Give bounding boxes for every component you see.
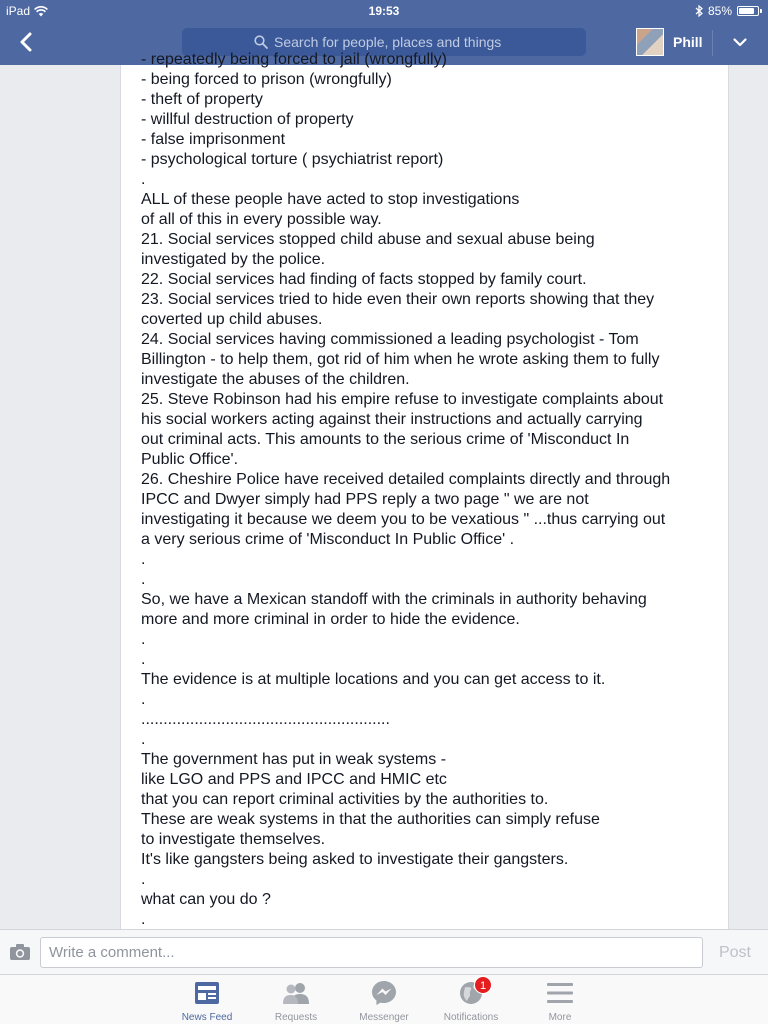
chevron-left-icon bbox=[19, 32, 33, 52]
post-line: . bbox=[141, 551, 146, 568]
post-text bbox=[141, 50, 716, 930]
post-line: It's like gangsters being asked to investigate their gangsters. bbox=[141, 851, 569, 868]
content-area[interactable] bbox=[0, 51, 768, 929]
post-button[interactable]: Post bbox=[712, 940, 758, 966]
post-line: So, we have a Mexican standoff with the criminals in authority behaving bbox=[141, 591, 647, 608]
post-line: like LGO and PPS and IPCC and HMIC etc bbox=[141, 771, 447, 788]
post-line: - willful destruction of property bbox=[141, 111, 354, 128]
comment-input[interactable] bbox=[40, 937, 703, 968]
post-line: investigating it because we deem you to be vexatious " ...thus carrying out bbox=[141, 511, 666, 528]
news-feed-icon bbox=[192, 979, 222, 1007]
post-line: - psychological torture ( psychiatrist report) bbox=[141, 151, 444, 168]
post-line: . bbox=[141, 571, 146, 588]
post-line: more and more criminal in order to hide the evidence. bbox=[141, 611, 520, 628]
post-line: 23. Social services tried to hide even their own reports showing that they bbox=[141, 291, 655, 308]
post-card bbox=[120, 51, 729, 929]
post-line: Public Office'. bbox=[141, 451, 239, 468]
post-line: 25. Steve Robinson had his empire refuse to investigate complaints about bbox=[141, 391, 664, 408]
tab-news-feed[interactable] bbox=[167, 979, 247, 1023]
tab-requests[interactable] bbox=[256, 979, 336, 1023]
camera-icon[interactable] bbox=[9, 943, 31, 961]
search-icon bbox=[254, 35, 268, 49]
post-line: that you can report criminal activities by the authorities to. bbox=[141, 791, 549, 808]
tab-more[interactable] bbox=[520, 979, 600, 1023]
post-line: what can you do ? bbox=[141, 891, 271, 908]
post-line: - theft of property bbox=[141, 91, 263, 108]
post-line: IPCC and Dwyer simply had PPS reply a two page " we are not bbox=[141, 491, 589, 508]
profile-name: Phill bbox=[673, 34, 703, 50]
post-line: out criminal acts. This amounts to the serious crime of 'Misconduct In bbox=[141, 431, 630, 448]
post-line: . bbox=[141, 651, 146, 668]
post-line: investigated by the police. bbox=[141, 251, 326, 268]
tab-label: More bbox=[548, 1012, 572, 1023]
post-line: to investigate themselves. bbox=[141, 831, 326, 848]
post-line: 26. Cheshire Police have received detailed complaints directly and through bbox=[141, 471, 671, 488]
post-line: . bbox=[141, 911, 146, 928]
search-input[interactable] bbox=[274, 34, 514, 50]
bluetooth-icon bbox=[695, 5, 703, 17]
friends-icon bbox=[281, 979, 311, 1007]
globe-icon bbox=[456, 979, 486, 1007]
notification-badge: 1 bbox=[474, 976, 492, 994]
battery-icon bbox=[737, 6, 759, 16]
post-line: of all of this in every possible way. bbox=[141, 211, 382, 228]
menu-button[interactable] bbox=[729, 32, 751, 52]
post-line: - repeatedly being forced to jail (wrongfully) bbox=[141, 51, 447, 68]
post-line: 22. Social services had finding of facts stopped by family court. bbox=[141, 271, 587, 288]
battery-percent: 85% bbox=[707, 4, 732, 18]
tab-notifications[interactable] bbox=[431, 979, 511, 1023]
post-line: ALL of these people have acted to stop investigations bbox=[141, 191, 520, 208]
menu-icon bbox=[545, 979, 575, 1007]
post-line: 24. Social services having commissioned a leading psychologist - Tom bbox=[141, 331, 639, 348]
post-line: . bbox=[141, 171, 146, 188]
tab-messenger[interactable] bbox=[344, 979, 424, 1023]
tab-label: Messenger bbox=[359, 1012, 409, 1023]
post-line: These are weak systems in that the authorities can simply refuse bbox=[141, 811, 600, 828]
post-line: coverted up child abuses. bbox=[141, 311, 323, 328]
post-line: The government has put in weak systems - bbox=[141, 751, 447, 768]
post-line: . bbox=[141, 631, 146, 648]
tab-label: News Feed bbox=[181, 1012, 233, 1023]
post-line: his social workers acting against their instructions and actually carrying bbox=[141, 411, 643, 428]
comment-bar bbox=[0, 929, 768, 974]
tab-label: Notifications bbox=[443, 1012, 499, 1023]
post-line: - false imprisonment bbox=[141, 131, 286, 148]
post-line: a very serious crime of 'Misconduct In Public Office' . bbox=[141, 531, 515, 548]
tab-bar bbox=[0, 974, 768, 1024]
status-right bbox=[695, 3, 762, 19]
post-line: 21. Social services stopped child abuse and sexual abuse being bbox=[141, 231, 595, 248]
tab-label: Requests bbox=[274, 1012, 318, 1023]
battery-tip bbox=[760, 9, 762, 13]
post-line: investigate the abuses of the children. bbox=[141, 371, 410, 388]
back-button[interactable] bbox=[14, 30, 38, 54]
post-line: . bbox=[141, 731, 146, 748]
post-line: The evidence is at multiple locations and you can get access to it. bbox=[141, 671, 606, 688]
post-line: . bbox=[141, 691, 146, 708]
post-line: . bbox=[141, 871, 146, 888]
battery-fill bbox=[739, 8, 754, 14]
chevron-down-icon bbox=[733, 38, 747, 47]
device-label: iPad bbox=[6, 4, 31, 18]
messenger-icon bbox=[369, 979, 399, 1007]
post-line: - being forced to prison (wrongfully) bbox=[141, 71, 392, 88]
post-line: Billington - to help them, got rid of him when he wrote asking them to fully bbox=[141, 351, 660, 368]
post-line: ........................................................ bbox=[141, 711, 390, 728]
clock: 19:53 bbox=[368, 4, 400, 18]
